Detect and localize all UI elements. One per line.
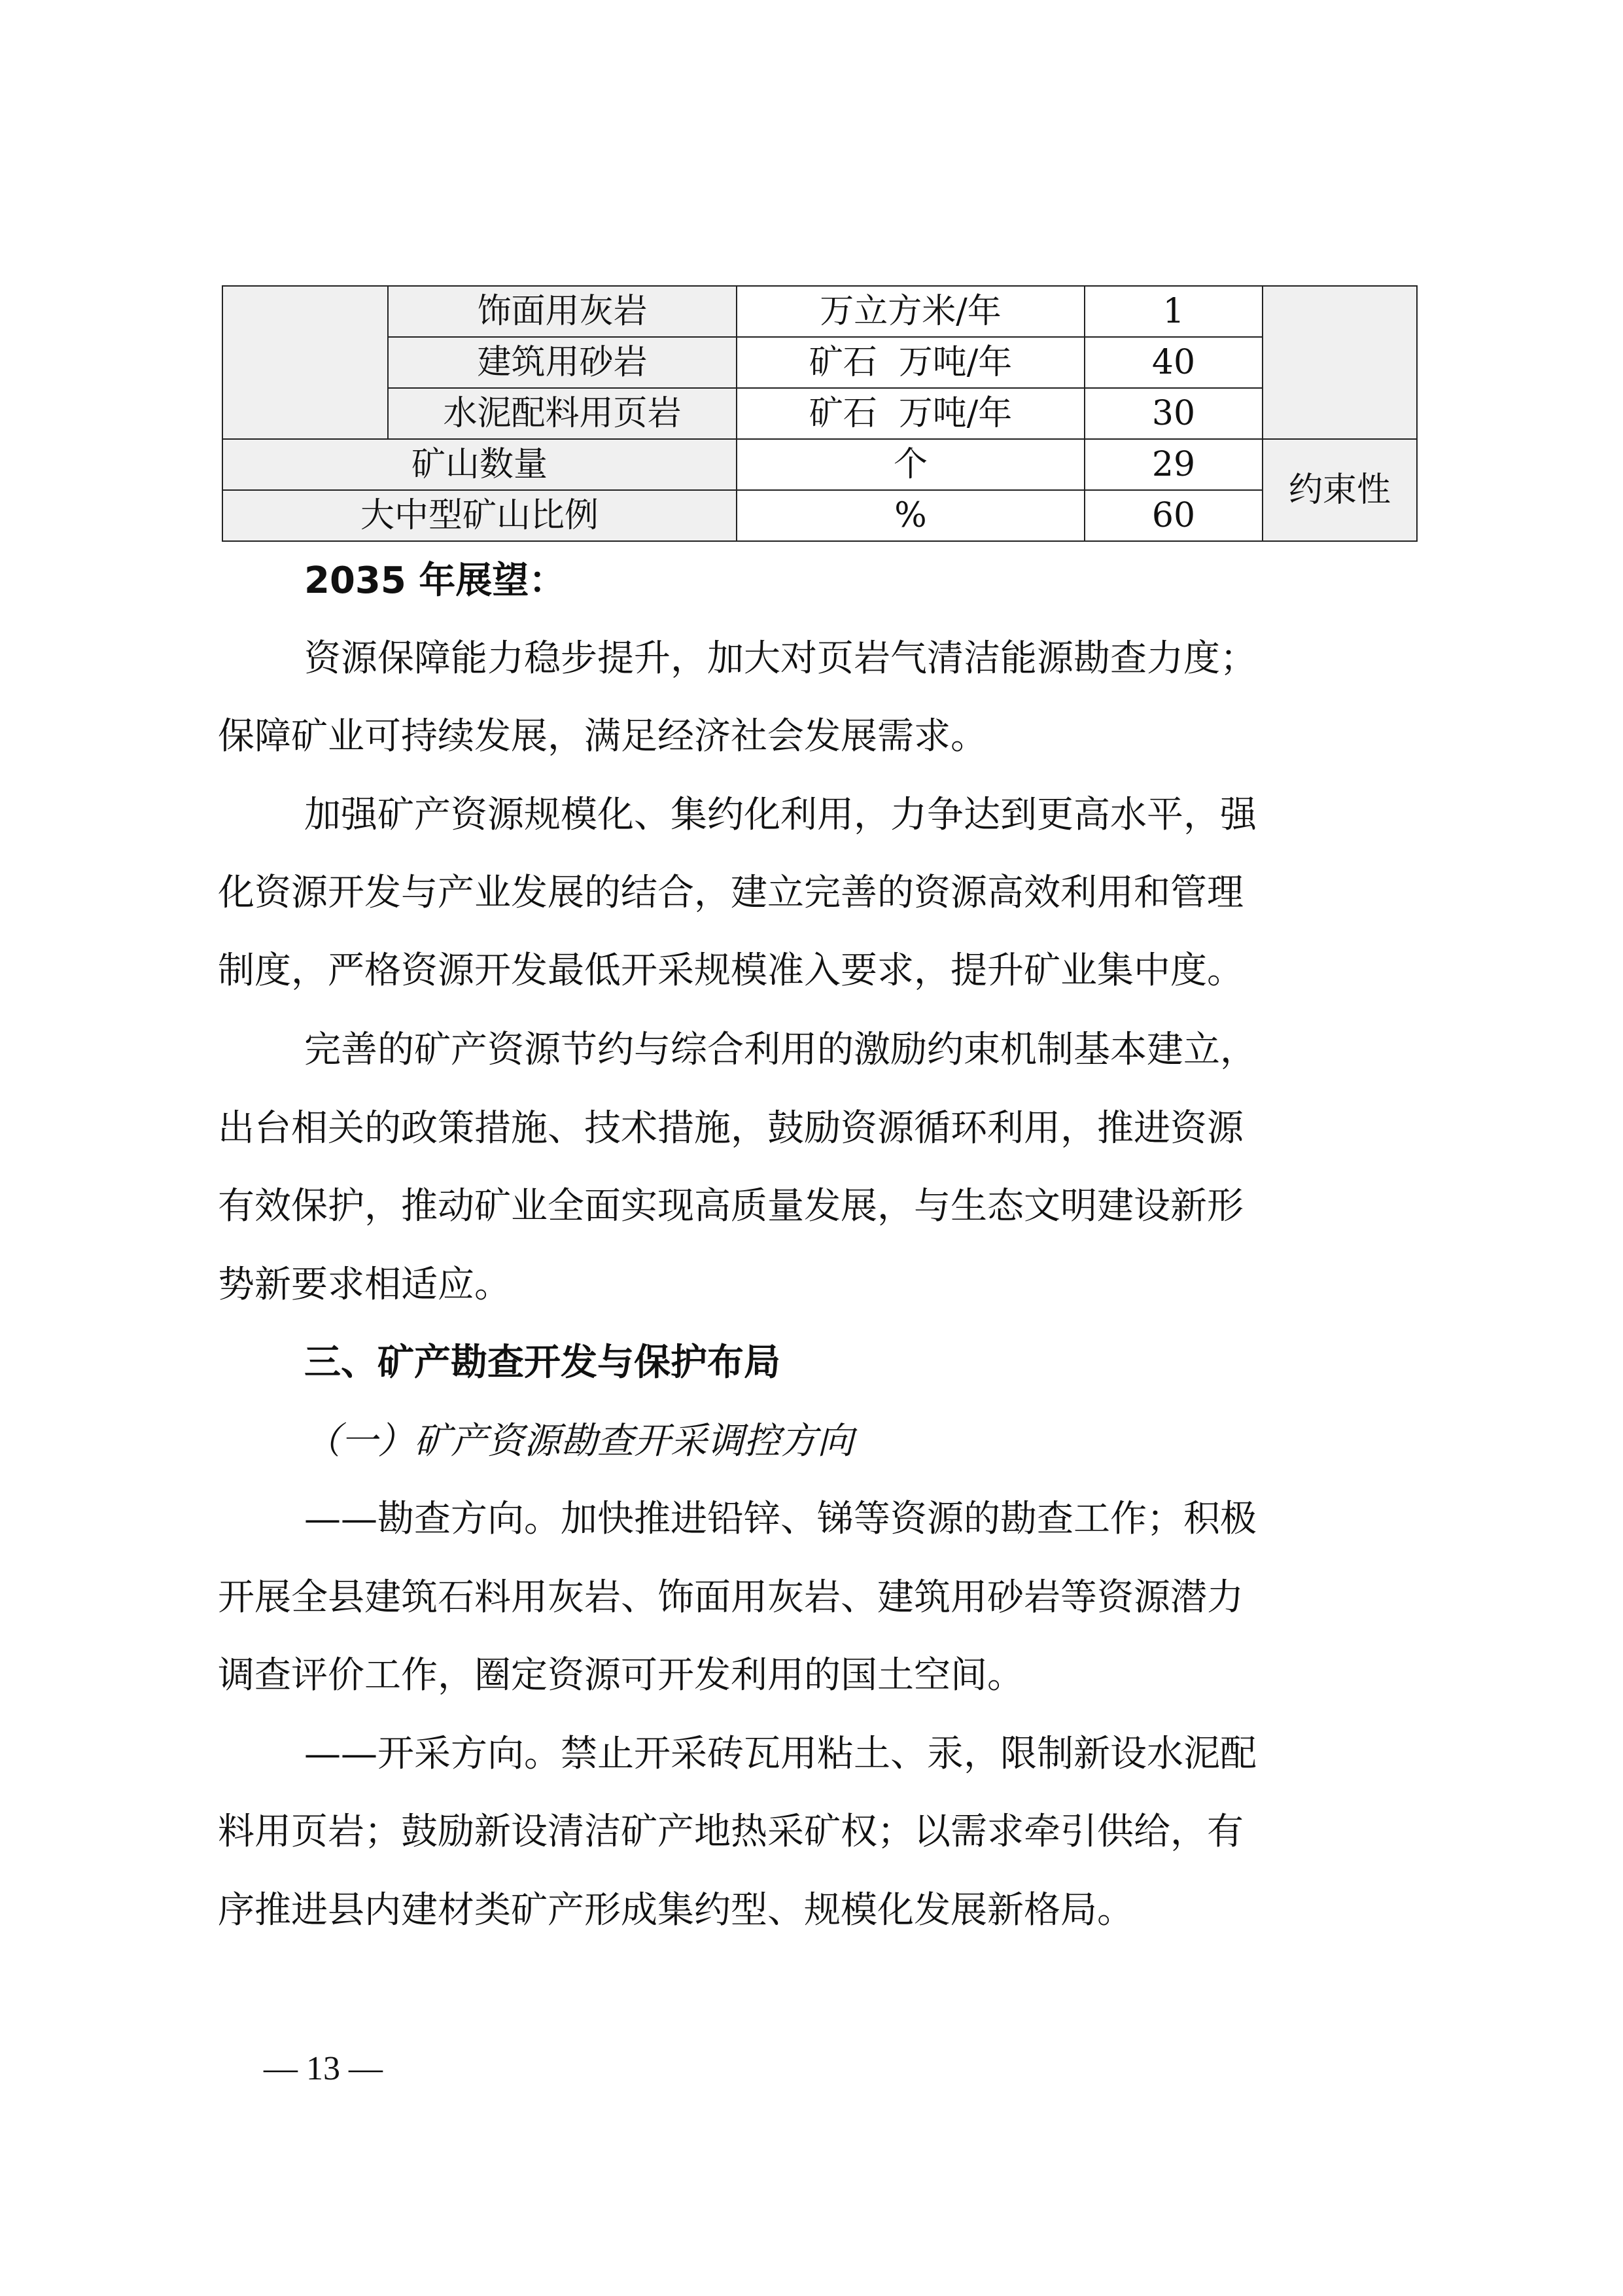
table-row bbox=[222, 286, 1417, 337]
direction-line: 料用页岩；鼓励新设清洁矿产地热采矿权；以需求牵引供给，有 bbox=[218, 1810, 1244, 1853]
table-row bbox=[222, 490, 1417, 541]
indicator-name-cell: 矿山数量 bbox=[222, 439, 737, 490]
outlook-heading: 2035 年展望： bbox=[304, 559, 566, 602]
subsection-heading: （一）矿产资源勘查开采调控方向 bbox=[304, 1420, 854, 1462]
table-row bbox=[222, 388, 1417, 439]
table-row bbox=[222, 337, 1417, 388]
unit-cell: 矿石 万吨/年 bbox=[737, 337, 1085, 388]
page-number: — 13 — bbox=[264, 2050, 383, 2087]
paragraph-line: 有效保护，推动矿业全面实现高质量发展，与生态文明建设新形 bbox=[218, 1185, 1244, 1227]
section-heading: 三、矿产勘查开发与保护布局 bbox=[304, 1341, 780, 1384]
unit-cell: 矿石 万吨/年 bbox=[737, 388, 1085, 439]
paragraph-line: 制度，严格资源开发最低开采规模准入要求，提升矿业集中度。 bbox=[218, 949, 1244, 992]
paragraph-line: 完善的矿产资源节约与综合利用的激励约束机制基本建立， bbox=[304, 1029, 1257, 1071]
value-cell: 40 bbox=[1085, 337, 1263, 388]
paragraph-line: 出台相关的政策措施、技术措施，鼓励资源循环利用，推进资源 bbox=[218, 1107, 1244, 1150]
unit-cell: 万立方米/年 bbox=[737, 286, 1085, 337]
unit-cell: % bbox=[737, 490, 1085, 541]
direction-line: ——开采方向。禁止开采砖瓦用粘土、汞，限制新设水泥配 bbox=[304, 1733, 1257, 1775]
mineral-name-cell: 建筑用砂岩 bbox=[388, 337, 737, 388]
paragraph-line: 加强矿产资源规模化、集约化利用，力争达到更高水平，强 bbox=[304, 794, 1257, 836]
paragraph-line: 资源保障能力稳步提升，加大对页岩气清洁能源勘查力度； bbox=[304, 637, 1257, 680]
value-cell: 1 bbox=[1085, 286, 1263, 337]
paragraph-line: 化资源开发与产业发展的结合，建立完善的资源高效利用和管理 bbox=[218, 872, 1244, 914]
direction-line: 序推进县内建材类矿产形成集约型、规模化发展新格局。 bbox=[218, 1889, 1134, 1932]
paragraph-line: 势新要求相适应。 bbox=[218, 1263, 511, 1306]
paragraph-line: 保障矿业可持续发展，满足经济社会发展需求。 bbox=[218, 715, 987, 758]
attribute-cell bbox=[1263, 286, 1417, 439]
value-cell: 60 bbox=[1085, 490, 1263, 541]
mineral-name-cell: 饰面用灰岩 bbox=[388, 286, 737, 337]
mineral-name-cell: 水泥配料用页岩 bbox=[388, 388, 737, 439]
category-cell bbox=[222, 286, 388, 439]
direction-line: 调查评价工作，圈定资源可开发利用的国土空间。 bbox=[218, 1654, 1024, 1697]
constraint-cell: 约束性 bbox=[1263, 439, 1417, 541]
value-cell: 29 bbox=[1085, 439, 1263, 490]
unit-cell: 个 bbox=[737, 439, 1085, 490]
direction-line: ——勘查方向。加快推进铅锌、锑等资源的勘查工作；积极 bbox=[304, 1498, 1257, 1540]
table-row bbox=[222, 439, 1417, 490]
value-cell: 30 bbox=[1085, 388, 1263, 439]
indicator-name-cell: 大中型矿山比例 bbox=[222, 490, 737, 541]
direction-line: 开展全县建筑石料用灰岩、饰面用灰岩、建筑用砂岩等资源潜力 bbox=[218, 1576, 1244, 1619]
indicator-table bbox=[222, 285, 1416, 542]
